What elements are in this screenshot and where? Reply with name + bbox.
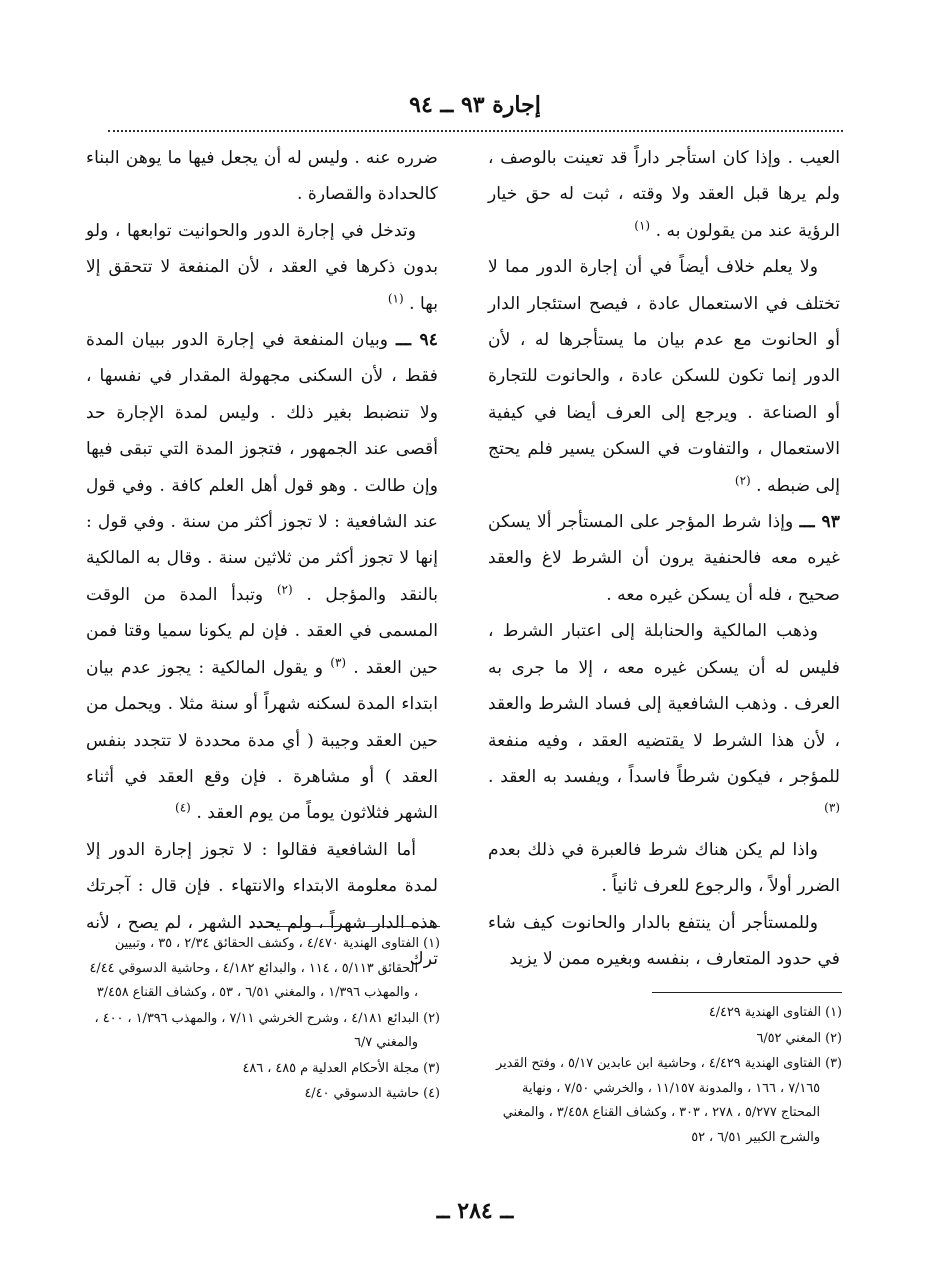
paragraph: وذهب المالكية والحنابلة إلى اعتبار الشرط ، فليس له أن يسكن غيره معه ، إلا ما جرى به العرف . وذهب الشافعية إلى فساد الشرط والعقد ، لأن هذا الشرط لا يقتضيه العقد ، وفيه منفعة للمؤجر ، فيكون شرطاً فاسداً ، ويفسد به العقد . $^{(٣)}$ [488,621,840,815]
footnote-divider [250,926,440,927]
paragraph: وتدخل في إجارة الدور والحوانيت توابعها ، ولو بدون ذكرها في العقد ، لأن المنفعة لا تتحقق إلا بها . $^{(١)}$ [86,220,438,314]
footnotes-right [486,1001,842,1151]
footnote-ref: (٤) [175,800,191,815]
footnote: (٢) البدائع ٤/١٨١ ، وشرح الخرشي ٧/١١ ، والمهذب ١/٣٩٦ ، ٤٠٠ ، والمغني ٦/٧ [94,1010,440,1050]
footnote-ref: (١) [634,218,651,233]
footnotes-left [84,932,440,1108]
footnote: (٤) حاشية الدسوقي ٤/٤٠ [304,1086,440,1101]
section-94: ٩٤ ـــ وبيان المنفعة في إجارة الدور ببيان المدة فقط ، لأن السكنى مجهولة المقدار في نفسها ، ولا تنضبط بغير ذلك . وليس لمدة الإجارة حد أقصى عند الجمهور ، فتجوز المدة التي تبقى فيها وإن طالت . وهو قول أهل العلم كافة . وفي قول عند الشافعية : لا تجوز أكثر من سنة . وفي قول : إنها لا تجوز أكثر من ثلاثين سنة . وقال به المالكية بالنقد والمؤجل . $^{(٢)}$ وتبدأ المدة من الوقت المسمى في العقد . فإن لم يكونا سميا وقتا فمن حين العقد . $^{(٣)}$ و يقول المالكية : يجوز عدم بيان ابتداء المدة لسكنه شهراً أو سنة مثلا . ويحمل من حين العقد وجيبة ( أي مدة محددة لا تتجدد بنفس العقد ) أو مشاهرة . فإن وقع العقد في أثناء الشهر فثلاثون يوماً من يوم العقد . $^{(٤)}$ [86,330,438,824]
footnote: (٣) مجلة الأحكام العدلية م ٤٨٥ ، ٤٨٦ [242,1060,440,1076]
paragraph: العيب . وإذا كان استأجر داراً قد تعينت بالوصف ، ولم يرها قبل العقد ولا وقته ، ثبت له حق خيار الرؤية عند من يقولون به . $^{(١)}$ [488,148,840,241]
footnote: (٢) المغني ٦/٥٢ [756,1030,842,1046]
footnote-ref: (١) [387,290,404,305]
footnote-ref: (٢) [276,582,293,597]
footnote-ref: (٢) [734,472,751,487]
paragraph: أما الشافعية فقالوا : لا تجوز إجارة الدور إلا لمدة معلومة الابتداء والانتهاء . فإن قال : آجرتك هذه الدار شهراً ، ولم يحدد الشهر ، لم يصح ، لأنه ترك [86,839,438,969]
footnote-divider [652,992,842,993]
paragraph: وللمستأجر أن ينتفع بالدار والحانوت كيف شاء في حدود المتعارف ، بنفسه وبغيره ممن لا يزيد [488,912,840,969]
paragraph: ضرره عنه . وليس له أن يجعل فيها ما يوهن البناء كالحدادة والقصارة . [86,148,438,205]
header-divider [108,130,843,132]
paragraph: واذا لم يكن هناك شرط فالعبرة في ذلك بعدم الضرر أولاً ، والرجوع للعرف ثانياً . [488,839,840,897]
right-column [488,140,840,977]
left-column [86,140,438,977]
section-number: ٩٤ ـــ [395,330,438,351]
footnote: (١) الفتاوى الهندية ٤/٤٧٠ ، وكشف الحقائق ٢/٣٤ ، ٣٥ ، وتبيين الحقائق ٥/١١٣ ، ١١٤ ، والبدائع ٤/١٨٢ ، وحاشية الدسوقي ٤/٤٤ ، والمهذب ١/٣٩٦ ، والمغني ٦/٥١ ، ٥٣ ، وكشاف القناع ٣/٤٥٨ [89,936,440,1000]
footnote: (٣) الفتاوى الهندية ٤/٤٢٩ ، وحاشية ابن عابدين ٥/١٧ ، وفتح القدير ٧/١٦٥ ، ١٦٦ ، والمدونة ١١/١٥٧ ، والخرشي ٧/٥٠ ، ونهاية المحتاج ٥/٢٧٧ ، ٢٧٨ ، ٣٠٣ ، وكشاف القناع ٣/٤٥٨ ، والمغني والشرح الكبير ٦/٥١ ، ٥٢ [496,1056,842,1145]
footnote: (١) الفتاوى الهندية ٤/٤٢٩ [708,1005,842,1020]
footnote-ref: (٣) [330,654,347,669]
footnote-ref: (٣) [824,800,840,815]
section-93: ٩٣ ـــ وإذا شرط المؤجر على المستأجر ألا يسكن غيره معه فالحنفية يرون أن الشرط لاغ والعقد صحيح ، فله أن يسكن غيره معه . [488,512,840,605]
paragraph: ولا يعلم خلاف أيضاً في أن إجارة الدور مما لا تختلف في الاستعمال عادة ، فيصح استئجار الدار أو الحانوت مع عدم بيان ما يستأجرها له ، لأن الدور إنما تكون للسكن عادة ، والحانوت للتجارة أو الصناعة . ويرجع إلى العرف أيضا في كيفية الاستعمال ، والتفاوت في السكن يسير فلم يحتج إلى ضبطه . $^{(٢)}$ [488,257,840,496]
page-header: إجارة ٩٣ ــ ٩٤ [409,92,541,118]
section-number: ٩٣ ـــ [799,512,840,533]
page-number: ــ ٢٨٤ ــ [436,1198,514,1224]
